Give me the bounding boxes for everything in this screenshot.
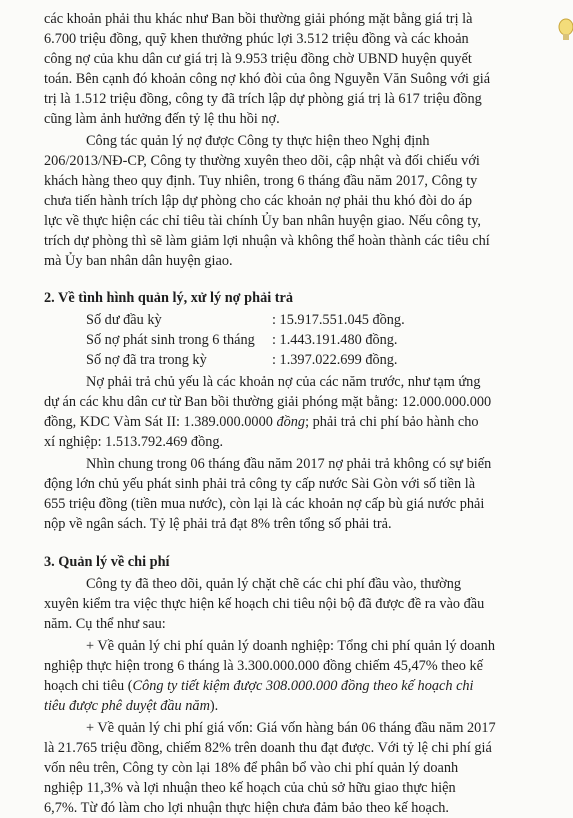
section-heading: 3. Quản lý về chi phí — [44, 554, 170, 570]
text-line: năm. Cụ thể như sau: — [44, 616, 166, 632]
text-line: 6,7%. Từ đó làm cho lợi nhuận thực hiện chưa đảm bảo theo kế hoạch. — [44, 800, 449, 816]
text-line: xí nghiệp: 1.513.792.469 đồng. — [44, 434, 224, 450]
text-line: xuyên kiểm tra việc thực hiện kế hoạch chi tiêu nội bộ đã được đề ra vào đầu — [44, 596, 485, 612]
text-line — [44, 412, 479, 432]
italic-segment: đồng — [276, 414, 306, 430]
text-line: các khoản phải thu khác như Ban bồi thường giải phóng mặt bằng giá trị là — [44, 11, 473, 27]
text-segment: ; phải trả chi phí bảo hành cho — [305, 414, 479, 430]
text-segment: đồng, KDC Vàm Sát II: 1.389.000.0000 — [44, 414, 273, 430]
text-line: trích dự phòng thì sẽ làm giảm lợi nhuận và không thể hoàn thành các tiêu chí — [44, 233, 490, 249]
text-line — [44, 696, 218, 716]
text-line: + Về quản lý chi phí quản lý doanh nghiệp: Tổng chi phí quản lý doanh — [86, 638, 495, 654]
text-segment: hoạch chi tiêu ( — [44, 678, 133, 694]
text-line: là 21.765 triệu đồng, chiếm 82% trên doanh thu đạt được. Với tỷ lệ chi phí giá — [44, 740, 492, 756]
text-line: Nhìn chung trong 06 tháng đầu năm 2017 nợ phải trả không có sự biến — [86, 456, 492, 472]
text-line — [44, 676, 474, 696]
debt-label: Số nợ đã tra trong kỳ — [86, 352, 207, 368]
text-line: nghiệp 11,3% và lợi nhuận theo kế hoạch của chủ sở hữu giao thực hiện — [44, 780, 456, 796]
text-line: 6.700 triệu đồng, quỹ khen thưởng phúc lợi 3.512 triệu đồng và các khoản — [44, 31, 469, 47]
debt-value: : 1.443.191.480 đồng. — [272, 332, 398, 348]
text-line: Công ty đã theo dõi, quản lý chặt chẽ các chi phí đầu vào, thường — [86, 576, 462, 592]
text-line: vốn nêu trên, Công ty còn lại 18% để phân bổ vào chi phí quản lý doanh — [44, 760, 459, 776]
text-line: 206/2013/NĐ-CP, Công ty thường xuyên theo dõi, cập nhật và đối chiếu với — [44, 153, 480, 169]
text-line: mà Ủy ban nhân dân huyện giao. — [44, 253, 233, 269]
debt-label: Số nợ phát sinh trong 6 tháng — [86, 332, 255, 348]
text-line: Công tác quản lý nợ được Công ty thực hiện theo Nghị định — [86, 133, 430, 149]
text-line: lực về thực hiện các chỉ tiêu tài chính Ủy ban nhân huyện giao. Nếu công ty, — [44, 213, 481, 229]
text-line: khách hàng theo quy định. Tuy nhiên, trong 6 tháng đầu năm 2017, Công ty — [44, 173, 478, 189]
italic-segment: Công ty tiết kiệm được 308.000.000 đồng theo kế hoạch chi — [132, 678, 474, 694]
text-line: Nợ phải trả chủ yếu là các khoản nợ của các năm trước, như tạm ứng — [86, 374, 481, 390]
text-segment: ). — [209, 698, 219, 714]
italic-segment: tiêu được phê duyệt đầu năm — [44, 698, 210, 714]
text-line: cũng làm ảnh hưởng đến tỷ lệ thu hồi nợ. — [44, 111, 280, 127]
text-line: 655 triệu đồng (tiền mua nước), còn lại là các khoản nợ cấp bù giá nước phải — [44, 496, 485, 512]
text-line: nghiệp thực hiện trong 6 tháng là 3.300.000.000 đồng chiếm 45,47% theo kế — [44, 658, 483, 674]
section-heading: 2. Về tình hình quản lý, xử lý nợ phải trả — [44, 290, 294, 306]
text-line: toán. Bên cạnh đó khoản công nợ khó đòi của ông Nguyễn Văn Suông với giá — [44, 71, 491, 87]
lightbulb-icon — [556, 18, 573, 44]
text-line: + Về quản lý chi phí giá vốn: Giá vốn hàng bán 06 tháng đầu năm 2017 — [86, 720, 496, 736]
text-line: dự án các khu dân cư từ Ban bồi thường giải phóng mặt bằng: 12.000.000.000 — [44, 394, 492, 410]
text-line: trị là 1.512 triệu đồng, công ty đã trích lập dự phòng giá trị là 617 triệu đồng — [44, 91, 482, 107]
debt-value: : 1.397.022.699 đồng. — [272, 352, 398, 368]
debt-label: Số dư đầu kỳ — [86, 312, 162, 328]
text-line: công nợ của khu dân cư giá trị là 9.953 triệu đồng chờ UBND huyện quyết — [44, 51, 472, 67]
debt-value: : 15.917.551.045 đồng. — [272, 312, 405, 328]
text-line: nộp về ngân sách. Tỷ lệ phải trả đạt 8% trên tổng số phải trả. — [44, 516, 392, 532]
text-line: động lớn chủ yếu phát sinh phải trả công ty cấp nước Sài Gòn với số tiền là — [44, 476, 476, 492]
text-line: chưa tiến hành trích lập dự phòng cho các khoản nợ phải thu khó đòi do áp — [44, 193, 473, 209]
